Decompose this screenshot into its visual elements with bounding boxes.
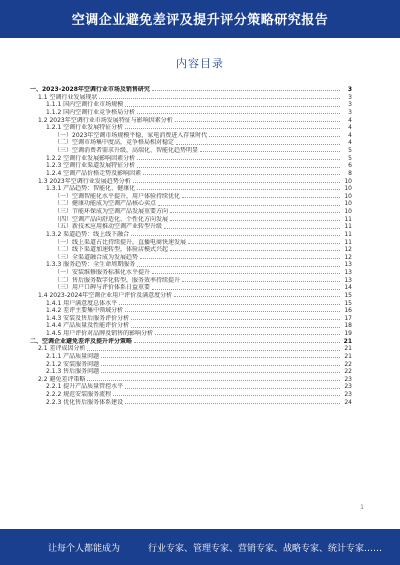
toc-entry-text: （五）新技术应用推动空调产业转型升级 [54, 223, 163, 231]
toc-entry[interactable] [30, 261, 352, 269]
toc-entry-page: 23 [344, 391, 352, 398]
toc-entry-page: 21 [343, 337, 352, 345]
toc-entry-page: 15 [344, 299, 352, 307]
toc-leader-dots [131, 319, 340, 320]
toc-leader-dots [125, 388, 340, 389]
toc-entry[interactable] [30, 277, 352, 285]
toc-entry[interactable] [30, 216, 352, 224]
toc-entry-page: 24 [344, 398, 352, 406]
toc-entry[interactable] [30, 391, 352, 399]
toc-entry[interactable] [30, 178, 352, 186]
toc-entry-text: 1.4.3 安装及售后服务评价分析 [46, 314, 130, 322]
toc-entry-page: 5 [348, 154, 352, 162]
toc-leader-dots [137, 159, 340, 160]
toc-entry-text: 2.2.3 优化售后服务体系建设 [46, 398, 124, 406]
toc-title: 内容目录 [176, 57, 224, 70]
toc-entry-text: 1.2 2023年空调行业市场发展特征与影响因素分析 [38, 116, 173, 124]
toc-entry-text: 二、空调企业避免差评及提升评分策略 [30, 337, 133, 345]
toc-entry-text: 1.4 2023-2024年空调企业用户评价及满意度分析 [38, 291, 173, 299]
toc-entry-page: 3 [348, 108, 352, 116]
toc-entry-page: 10 [344, 200, 352, 208]
toc-entry-page: 10 [344, 208, 352, 215]
toc-leader-dots [158, 205, 340, 206]
toc-entry-page: 19 [344, 330, 352, 337]
toc-entry-text: 2.2.2 规范安装服务流程 [46, 391, 112, 398]
toc-entry[interactable] [30, 117, 352, 125]
toc-entry[interactable] [30, 231, 352, 239]
toc-entry-page: 22 [344, 368, 352, 376]
toc-entry-page: 3 [348, 93, 352, 101]
toc-entry-page: 21 [344, 352, 352, 360]
toc-entry[interactable] [30, 109, 352, 117]
toc-entry-page: 12 [344, 253, 352, 261]
toc-leader-dots [101, 372, 340, 373]
toc-entry-page: 18 [344, 322, 352, 330]
toc-entry-page: 13 [344, 269, 352, 276]
footer-roles: 行业专家、管理专家、营销专家、战略专家、统计专家…… [148, 544, 383, 554]
toc-entry-page: 11 [344, 238, 352, 246]
toc-entry-text: 1.2.3 空调行业渠道发展特征分析 [46, 162, 136, 170]
toc-entry[interactable] [30, 132, 352, 140]
toc-leader-dots [87, 380, 340, 381]
toc-leader-dots [125, 403, 340, 404]
toc-entry[interactable] [30, 139, 352, 147]
toc-entry-text: 2.2.1 提升产品质量管控水平 [46, 383, 124, 391]
toc-entry-text: 1.1.2 国内空调行业竞争格局分析 [46, 108, 136, 116]
toc-leader-dots [176, 144, 340, 145]
toc-entry-page: 14 [344, 284, 352, 292]
toc-leader-dots [152, 273, 340, 274]
toc-leader-dots [152, 289, 340, 290]
toc-entry-text: （三）空调消费者需求升级，高端化、智能化趋势明显 [54, 147, 199, 154]
toc-leader-dots [170, 220, 340, 221]
toc-entry-text: （二）空调市场集中度高，竞争格局相对稳定 [54, 139, 175, 147]
report-title: 空调企业避免差评及提升评分策略研究报告 [71, 13, 329, 28]
toc-entry-text: （三）用户口碑与评价体系日益重要 [54, 284, 151, 292]
toc-entry[interactable] [30, 330, 352, 338]
toc-leader-dots [200, 151, 340, 152]
toc-entry[interactable] [30, 208, 352, 216]
toc-entry-page: 11 [344, 223, 352, 231]
toc-leader-dots [164, 228, 340, 229]
toc-entry-text: 2.1.3 售后服务问题 [46, 368, 100, 376]
toc-leader-dots [182, 281, 340, 282]
toc-leader-dots [152, 90, 340, 91]
toc-entry-text: 1.4.2 差评主要集中领域分析 [46, 307, 124, 315]
toc-leader-dots [137, 167, 340, 168]
toc-leader-dots [137, 189, 340, 190]
footer-slogan: 让每个人都能成为 [48, 544, 121, 554]
toc-entry-page: 16 [344, 307, 352, 315]
toc-entry[interactable] [30, 170, 352, 178]
toc-leader-dots [182, 197, 340, 198]
toc-entry[interactable] [30, 223, 352, 231]
toc-leader-dots [170, 212, 340, 213]
toc-entry[interactable] [30, 200, 352, 208]
toc-leader-dots [134, 342, 340, 343]
toc-entry[interactable] [30, 300, 352, 308]
toc-leader-dots [99, 98, 340, 99]
toc-entry-page: 4 [348, 131, 352, 139]
toc-entry-text: （二）健康功能成为空调产品核心卖点 [54, 200, 157, 208]
toc-entry-page: 3 [348, 101, 352, 109]
toc-entry-page: 13 [344, 261, 352, 269]
toc-entry-page: 12 [344, 246, 352, 254]
toc-entry-page: 23 [344, 383, 352, 391]
toc-leader-dots [131, 327, 340, 328]
toc-entry[interactable] [30, 284, 352, 292]
toc-entry[interactable] [30, 246, 352, 254]
toc-entry-text: 1.4.4 产品质量及性能评价分析 [46, 322, 130, 330]
toc-entry-text: （二）售后服务数字化转型，服务效率持续提升 [54, 276, 181, 284]
toc-leader-dots [209, 136, 340, 137]
toc-entry-text: 1.3.3 服务趋势：全生命周期服务 [46, 261, 136, 269]
toc-entry-text: （三）全渠道融合成为发展趋势 [54, 253, 139, 261]
toc-leader-dots [155, 334, 340, 335]
toc-list [30, 86, 352, 406]
toc-leader-dots [113, 395, 340, 396]
toc-entry-text: 2.1.2 安装服务问题 [46, 360, 100, 368]
toc-entry-text: 1.2.4 空调产品价格走势及影响因素 [46, 169, 142, 177]
toc-entry-text: 1.3.2 渠道趋势：线上线下融合 [46, 230, 130, 238]
toc-entry[interactable] [30, 193, 352, 201]
toc-leader-dots [174, 296, 340, 297]
toc-entry-page: 22 [344, 360, 352, 368]
toc-entry[interactable] [30, 361, 352, 369]
toc-entry-page: 10 [344, 185, 352, 193]
toc-entry-text: 1.2.1 空调行业发展特征分析 [46, 124, 124, 132]
toc-entry-page: 23 [344, 375, 352, 383]
toc-entry-text: （一）2023年空调市场规模平稳，家电消费进入存量时代 [54, 131, 208, 139]
toc-entry[interactable] [30, 101, 352, 109]
toc-entry[interactable] [30, 86, 352, 94]
toc-entry-text: 1.1.1 国内空调行业市场规模 [46, 101, 124, 109]
toc-entry-page: 3 [347, 86, 352, 93]
toc-entry[interactable] [30, 147, 352, 155]
toc-leader-dots [137, 113, 340, 114]
footer-banner [0, 529, 400, 565]
toc-entry-page: 8 [348, 169, 352, 177]
toc-leader-dots [125, 106, 340, 107]
toc-leader-dots [137, 266, 340, 267]
toc-entry[interactable] [30, 254, 352, 262]
toc-entry-page: 11 [344, 215, 352, 223]
toc-leader-dots [170, 250, 340, 251]
toc-entry[interactable] [30, 322, 352, 330]
toc-entry-page: 10 [344, 192, 352, 200]
toc-entry-page: 4 [348, 116, 352, 124]
toc-entry[interactable] [30, 376, 352, 384]
toc-entry-text: 一、2023-2028年空调行业市场及销售研究 [30, 86, 150, 93]
toc-entry[interactable] [30, 292, 352, 300]
toc-entry-page: 6 [348, 162, 352, 170]
toc-entry[interactable] [30, 94, 352, 102]
toc-leader-dots [143, 174, 340, 175]
toc-entry-text: （四）空调产品向舒适化、个性化方向发展 [54, 215, 169, 223]
toc-entry-page: 17 [344, 314, 352, 322]
toc-entry[interactable] [30, 162, 352, 170]
toc-entry[interactable] [30, 383, 352, 391]
toc-leader-dots [188, 243, 340, 244]
toc-entry-text: 1.4.5 用户评价对品牌及销售的影响分析 [46, 330, 154, 337]
toc-entry-text: （二）线下渠道加速转型，体验店模式兴起 [54, 246, 169, 254]
toc-entry-text: （一）安装维修服务标准化水平提升 [54, 269, 151, 276]
report-header [0, 0, 400, 38]
toc-entry-page: 10 [344, 177, 352, 185]
toc-entry-text: （一）空调智能化水平提升，用户体验持续优化 [54, 192, 181, 200]
toc-entry[interactable] [30, 307, 352, 315]
toc-entry[interactable] [30, 368, 352, 376]
toc-entry[interactable] [30, 345, 352, 353]
toc-entry-text: 1.3 2023年空调行业发展趋势分析 [38, 177, 131, 185]
toc-entry-text: （一）线上渠道占比持续提升，直播电商快速发展 [54, 238, 187, 246]
toc-entry-page: 4 [348, 139, 352, 147]
toc-entry-text: 1.3.1 产品趋势：智能化、健康化 [46, 185, 136, 193]
toc-entry-page: 5 [348, 147, 352, 154]
toc-leader-dots [140, 258, 340, 259]
toc-leader-dots [125, 311, 340, 312]
toc-entry[interactable] [30, 155, 352, 163]
page-number: 1 [360, 504, 364, 511]
toc-leader-dots [175, 121, 340, 122]
toc-entry[interactable] [30, 315, 352, 323]
toc-entry[interactable] [30, 185, 352, 193]
toc-entry-page: 21 [344, 345, 352, 353]
toc-leader-dots [125, 128, 340, 129]
toc-entry[interactable] [30, 338, 352, 346]
toc-entry[interactable] [30, 353, 352, 361]
toc-leader-dots [133, 182, 340, 183]
toc-leader-dots [131, 235, 340, 236]
toc-entry-text: （三）节能环保成为空调产品发展重要方向 [54, 208, 169, 215]
toc-leader-dots [119, 304, 340, 305]
toc-leader-dots [101, 357, 340, 358]
toc-entry[interactable] [30, 124, 352, 132]
toc-entry-text: 1.4.1 用户满意度总体水平 [46, 299, 118, 307]
toc-entry-page: 11 [344, 230, 352, 238]
toc-entry-page: 13 [344, 276, 352, 284]
toc-entry-text: 2.1.1 产品质量问题 [46, 352, 100, 360]
toc-entry-text: 1.2.2 空调行业发展影响因素分析 [46, 154, 136, 162]
toc-entry-page: 4 [348, 124, 352, 132]
toc-leader-dots [101, 365, 340, 366]
toc-entry-page: 15 [344, 291, 352, 299]
toc-entry[interactable] [30, 399, 352, 407]
toc-entry-text: 2.1 差评成因分析 [38, 345, 86, 353]
toc-entry[interactable] [30, 269, 352, 277]
toc-entry[interactable] [30, 239, 352, 247]
toc-leader-dots [87, 350, 340, 351]
toc-entry-text: 2.2 避免差评策略 [38, 375, 86, 383]
toc-entry-text: 1.1 空调行业发展现状 [38, 93, 98, 101]
